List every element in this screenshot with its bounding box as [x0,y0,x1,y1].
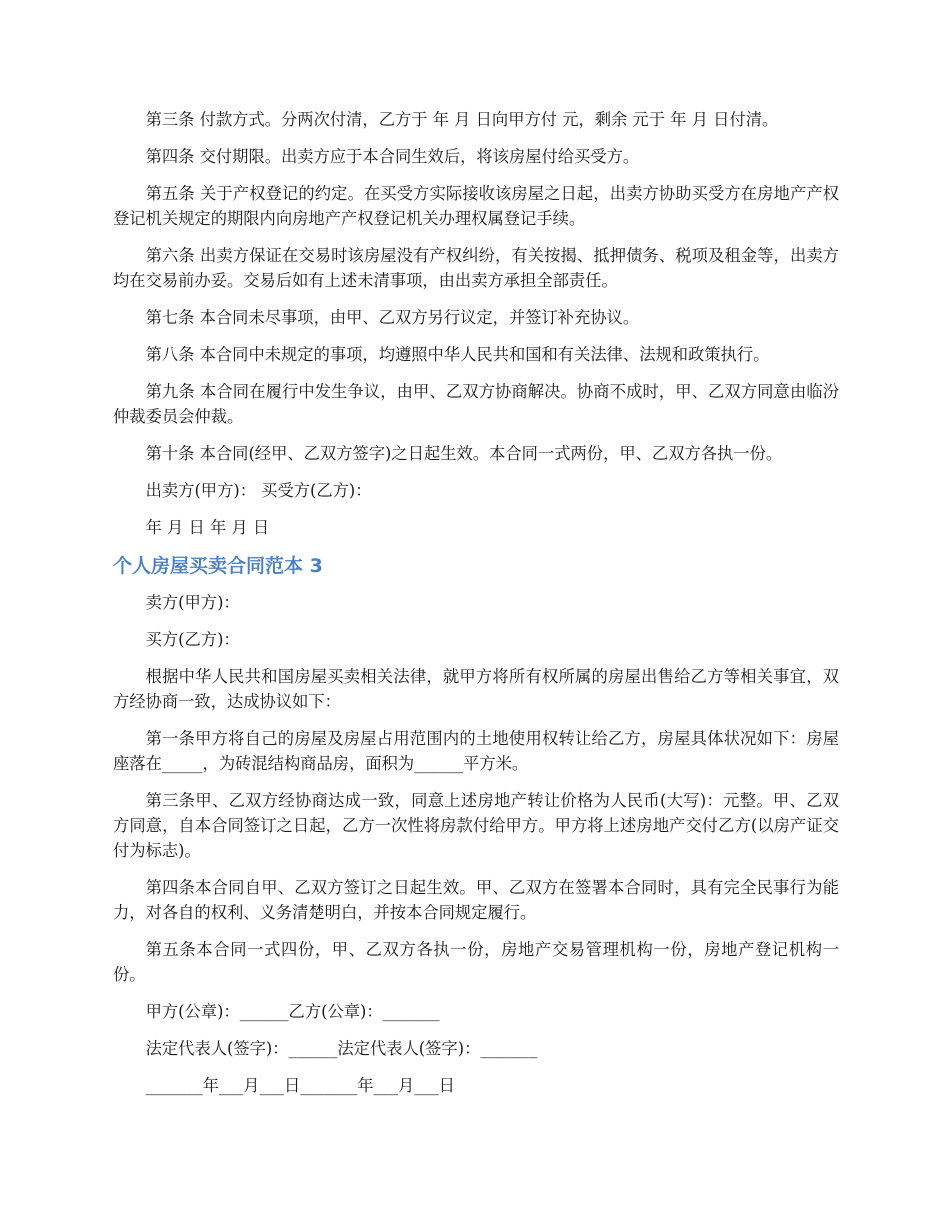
article-4-effect: 第四条本合同自甲、乙双方签订之日起生效。甲、乙双方在签署本合同时，具有完全民事行为能力，对各自的权利、义务清楚明白，并按本合同规定履行。 [113,878,839,922]
article-9-dispute: 第九条 本合同在履行中发生争议，由甲、乙双方协商解决。协商不成时，甲、乙双方同意由临汾仲裁委员会仲裁。 [113,382,839,426]
article-3-price: 第三条甲、乙双方经协商达成一致，同意上述房地产转让价格为人民币(大写)：元整。甲、乙双方同意，自本合同签订之日起，乙方一次性将房款付给甲方。甲方将上述房地产交付乙方(以房产证交付为标志)。 [113,791,839,860]
document-body [113,107,839,1110]
article-3-payment: 第三条 付款方式。分两次付清，乙方于 年 月 日向甲方付 元，剩余 元于 年 月 日付清。 [145,110,779,129]
date-line: _______年___月___日_______年___月___日 [145,1076,455,1095]
signature-parties: 出卖方(甲方)： 买受方(乙方)： [145,481,372,500]
article-10-effect: 第十条 本合同(经甲、乙双方签字)之日起生效。本合同一式两份，甲、乙双方各执一份。 [145,444,783,463]
article-8-law: 第八条 本合同中未规定的事项，均遵照中华人民共和国和有关法律、法规和政策执行。 [145,345,770,364]
article-6-guarantee: 第六条 出卖方保证在交易时该房屋没有产权纠纷，有关按揭、抵押债务、税项及租金等，出卖方均在交易前办妥。交易后如有上述未清事项，由出卖方承担全部责任。 [113,246,839,290]
signature-dates: 年 月 日 年 月 日 [145,518,270,537]
section-heading: 个人房屋买卖合同范本 3 [113,555,323,577]
representative-line: 法定代表人(签字)：______法定代表人(签字)：_______ [145,1039,538,1058]
article-1-property: 第一条甲方将自己的房屋及房屋占用范围内的土地使用权转让给乙方，房屋具体状况如下：房屋座落在_____，为砖混结构商品房，面积为______平方米。 [113,729,839,773]
buyer-line: 买方(乙方)： [145,630,240,649]
article-5-copies: 第五条本合同一式四份，甲、乙双方各执一份，房地产交易管理机构一份，房地产登记机构一份。 [113,940,839,984]
preamble: 根据中华人民共和国房屋买卖相关法律，就甲方将所有权所属的房屋出售给乙方等相关事宜，双方经协商一致，达成协议如下： [113,667,839,711]
article-7-supplement: 第七条 本合同未尽事项，由甲、乙双方另行议定，并签订补充协议。 [145,308,640,327]
seller-line: 卖方(甲方)： [145,593,240,612]
article-5-registration: 第五条 关于产权登记的约定。在买受方实际接收该房屋之日起，出卖方协助买受方在房地产产权登记机关规定的期限内向房地产产权登记机关办理权属登记手续。 [113,184,839,228]
article-4-delivery: 第四条 交付期限。出卖方应于本合同生效后，将该房屋付给买受方。 [145,147,640,166]
seal-line: 甲方(公章)：______乙方(公章)：_______ [145,1002,440,1021]
